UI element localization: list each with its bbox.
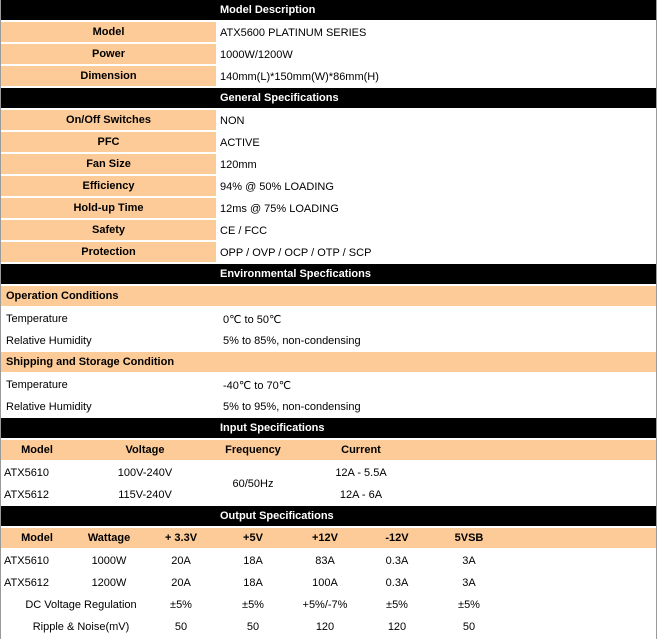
table-row xyxy=(1,396,656,418)
table-row xyxy=(1,374,656,396)
neg12v-cell: 0.3A xyxy=(385,555,409,567)
current-cell: 12A - 6A xyxy=(339,489,383,501)
model-cell: ATX5610 xyxy=(4,467,50,479)
table-row xyxy=(1,462,656,484)
column-header-voltage: Voltage xyxy=(125,444,165,456)
section-title: Model Description xyxy=(220,4,316,16)
column-header-5vsb: 5VSB xyxy=(454,532,484,544)
3v3-cell: ±5% xyxy=(170,599,192,611)
spec-label: Efficiency xyxy=(1,176,216,196)
5v-cell: ±5% xyxy=(242,599,264,611)
output-table-header-row xyxy=(1,528,656,550)
row-filler xyxy=(505,594,656,616)
subsection-heading: Shipping and Storage Condition xyxy=(1,352,656,372)
input-table-body xyxy=(1,462,656,506)
5v-cell: 50 xyxy=(246,621,260,633)
5v-cell: 18A xyxy=(243,555,263,567)
column-header-neg12v: -12V xyxy=(385,532,409,544)
spec-label: Model xyxy=(1,22,216,42)
frequency-merged-cell: 60/50Hz xyxy=(232,478,274,490)
table-row xyxy=(1,308,656,330)
table-row xyxy=(1,484,656,506)
model-cell: ATX5610 xyxy=(4,555,50,567)
row-filler xyxy=(433,484,656,506)
3v3-cell: 20A xyxy=(171,555,191,567)
column-header-current: Current xyxy=(341,444,381,456)
section-header-input-specifications xyxy=(1,418,656,440)
table-row xyxy=(1,616,656,638)
table-row xyxy=(1,66,656,88)
5vsb-cell: 3A xyxy=(462,555,476,567)
section-header-output-specifications xyxy=(1,506,656,528)
voltage-cell: 100V-240V xyxy=(117,467,173,479)
neg12v-cell: 120 xyxy=(387,621,407,633)
subsection-heading-row xyxy=(1,286,656,308)
spec-value: OPP / OVP / OCP / OTP / SCP xyxy=(220,247,372,259)
section-title: Environmental Specfications xyxy=(220,268,371,280)
spec-value: 0℃ to 50℃ xyxy=(223,313,282,326)
column-header-12v: +12V xyxy=(312,532,338,544)
section-title: Input Specifications xyxy=(220,422,325,434)
column-header-model: Model xyxy=(21,444,53,456)
table-row xyxy=(1,572,656,594)
spec-value: 1000W/1200W xyxy=(220,49,293,61)
table-row xyxy=(1,330,656,352)
spec-label: Relative Humidity xyxy=(6,401,92,413)
table-row xyxy=(1,132,656,154)
column-header-3v3: + 3.3V xyxy=(164,532,198,544)
12v-cell: 83A xyxy=(315,555,335,567)
3v3-cell: 50 xyxy=(174,621,188,633)
input-table-header-row xyxy=(1,440,656,462)
column-header-5v: +5V xyxy=(243,532,263,544)
column-header-wattage: Wattage xyxy=(87,532,131,544)
row-filler xyxy=(505,550,656,572)
12v-cell: +5%/-7% xyxy=(302,599,348,611)
table-row xyxy=(1,44,656,66)
5vsb-cell: 3A xyxy=(462,577,476,589)
spec-value: 120mm xyxy=(220,159,257,171)
spec-value: -40℃ to 70℃ xyxy=(223,379,292,392)
spec-value: 94% @ 50% LOADING xyxy=(220,181,334,193)
5vsb-cell: ±5% xyxy=(458,599,480,611)
table-row xyxy=(1,176,656,198)
row-filler xyxy=(505,616,656,638)
spec-value: NON xyxy=(220,115,245,127)
spec-label: Protection xyxy=(1,242,216,262)
current-cell: 12A - 5.5A xyxy=(335,467,387,479)
wattage-cell: 1200W xyxy=(91,577,127,589)
table-row xyxy=(1,110,656,132)
footer-row-label: DC Voltage Regulation xyxy=(25,599,137,611)
spec-label: Relative Humidity xyxy=(6,335,92,347)
table-row xyxy=(1,242,656,264)
table-row xyxy=(1,550,656,572)
table-row xyxy=(1,220,656,242)
12v-cell: 100A xyxy=(312,577,338,589)
spec-label: Hold-up Time xyxy=(1,198,216,218)
subsection-heading: Operation Conditions xyxy=(1,286,656,306)
neg12v-cell: ±5% xyxy=(386,599,408,611)
spec-value: ACTIVE xyxy=(220,137,260,149)
spec-label: Temperature xyxy=(6,379,68,391)
spec-value: 5% to 95%, non-condensing xyxy=(223,401,361,413)
column-header-model: Model xyxy=(21,532,53,544)
table-row xyxy=(1,22,656,44)
section-header-model-description xyxy=(1,0,656,22)
footer-row-label: Ripple & Noise(mV) xyxy=(32,621,130,633)
table-row xyxy=(1,594,656,616)
subsection-heading-row xyxy=(1,352,656,374)
spec-label: PFC xyxy=(1,132,216,152)
12v-cell: 120 xyxy=(315,621,335,633)
spec-label: Temperature xyxy=(6,313,68,325)
5v-cell: 18A xyxy=(243,577,263,589)
5vsb-cell: 50 xyxy=(462,621,476,633)
header-filler xyxy=(505,528,656,548)
section-title: Output Specifications xyxy=(220,510,334,522)
table-row xyxy=(1,198,656,220)
table-row xyxy=(1,154,656,176)
spec-value: 12ms @ 75% LOADING xyxy=(220,203,339,215)
section-header-general-specifications xyxy=(1,88,656,110)
column-header-frequency: Frequency xyxy=(225,444,281,456)
spec-value: 140mm(L)*150mm(W)*86mm(H) xyxy=(220,71,379,83)
spec-label: Safety xyxy=(1,220,216,240)
spec-value: ATX5600 PLATINUM SERIES xyxy=(220,27,367,39)
header-filler xyxy=(433,440,656,460)
spec-value: 5% to 85%, non-condensing xyxy=(223,335,361,347)
spec-label: Fan Size xyxy=(1,154,216,174)
row-filler xyxy=(505,572,656,594)
model-cell: ATX5612 xyxy=(4,577,50,589)
section-header-environmental xyxy=(1,264,656,286)
spec-label: On/Off Switches xyxy=(1,110,216,130)
neg12v-cell: 0.3A xyxy=(385,577,409,589)
wattage-cell: 1000W xyxy=(91,555,127,567)
model-cell: ATX5612 xyxy=(4,489,50,501)
voltage-cell: 115V-240V xyxy=(118,489,172,501)
row-filler xyxy=(433,462,656,484)
spec-label: Power xyxy=(1,44,216,64)
spec-value: CE / FCC xyxy=(220,225,268,237)
spec-label: Dimension xyxy=(1,66,216,86)
3v3-cell: 20A xyxy=(171,577,191,589)
section-title: General Specifications xyxy=(220,92,339,104)
